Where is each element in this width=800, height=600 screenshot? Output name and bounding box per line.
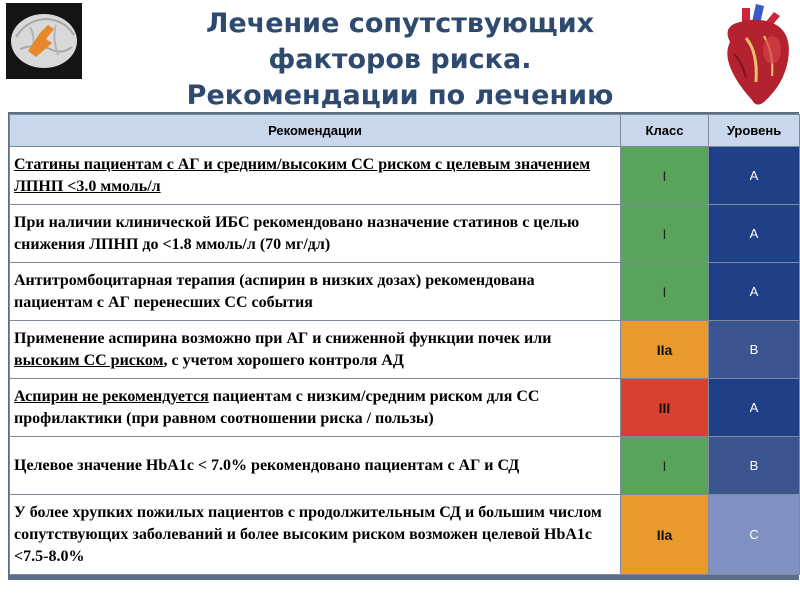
class-cell: I	[621, 437, 709, 495]
recommendation-cell	[10, 437, 621, 495]
recommendation-cell	[10, 495, 621, 575]
title-line-2: факторов риска.	[268, 44, 532, 75]
level-cell: B	[709, 321, 800, 379]
table-row	[10, 495, 800, 575]
level-cell: A	[709, 379, 800, 437]
recommendation-cell	[10, 379, 621, 437]
recommendation-text: )	[428, 409, 434, 427]
class-cell: IIa	[621, 495, 709, 575]
table-row	[10, 147, 800, 205]
level-cell: A	[709, 263, 800, 321]
table-row	[10, 205, 800, 263]
title-line-3: Рекомендации по лечению	[186, 80, 614, 111]
recommendations-table	[9, 114, 800, 575]
recommendation-text: , с учетом хорошего контроля АД	[163, 351, 404, 369]
recommendation-text: высоким СС риском	[14, 351, 164, 369]
class-cell: IIa	[621, 321, 709, 379]
table-row	[10, 379, 800, 437]
brain-icon	[6, 3, 82, 79]
class-cell: I	[621, 263, 709, 321]
header-recommendation: Рекомендации	[10, 115, 621, 147]
recommendation-text: пациентам с низким/средним риском для СС профилактики (при равном соотношении риска / пользы	[14, 387, 540, 427]
recommendation-text: Антитромбоцитарная терапия (аспирин в низких дозах) рекомендована пациентам с АГ перенесших СС события	[14, 271, 535, 311]
recommendation-text: Аспирин не рекомендуется	[14, 387, 209, 405]
heart-icon	[712, 2, 798, 110]
level-cell: A	[709, 147, 800, 205]
class-cell: III	[621, 379, 709, 437]
recommendation-text: Статины пациентам с АГ и средним/высоким СС риском с целевым значением ЛПНП <3.0 ммоль/л	[14, 155, 591, 195]
header-class: Класс	[621, 115, 709, 147]
class-cell: I	[621, 147, 709, 205]
level-cell: B	[709, 437, 800, 495]
table-header-row	[10, 115, 800, 147]
recommendation-text: Целевое значение HbA1c < 7.0% рекомендовано пациентам с АГ и СД	[14, 456, 520, 474]
header-level: Уровень	[709, 115, 800, 147]
recommendation-cell	[10, 263, 621, 321]
recommendation-text: У более хрупких пожилых пациентов с продолжительным СД и большим числом сопутствующих заболеваний и более высоким риском возможен целевой HbA1c <7.5-8.0%	[14, 503, 602, 565]
title-line-1: Лечение сопутствующих	[205, 8, 595, 39]
recommendation-text: Применение аспирина возможно при АГ и сниженной функции почек или	[14, 329, 552, 347]
class-cell: I	[621, 205, 709, 263]
recommendation-text: При наличии клинической ИБС рекомендовано назначение статинов с целью снижения ЛПНП до <1.8 ммоль/л (70 мг/дл)	[14, 213, 580, 253]
page-title	[150, 6, 650, 114]
recommendation-cell	[10, 205, 621, 263]
level-cell: C	[709, 495, 800, 575]
table-row	[10, 321, 800, 379]
table-row	[10, 263, 800, 321]
level-cell: A	[709, 205, 800, 263]
table-row	[10, 437, 800, 495]
recommendation-cell	[10, 321, 621, 379]
recommendation-cell	[10, 147, 621, 205]
